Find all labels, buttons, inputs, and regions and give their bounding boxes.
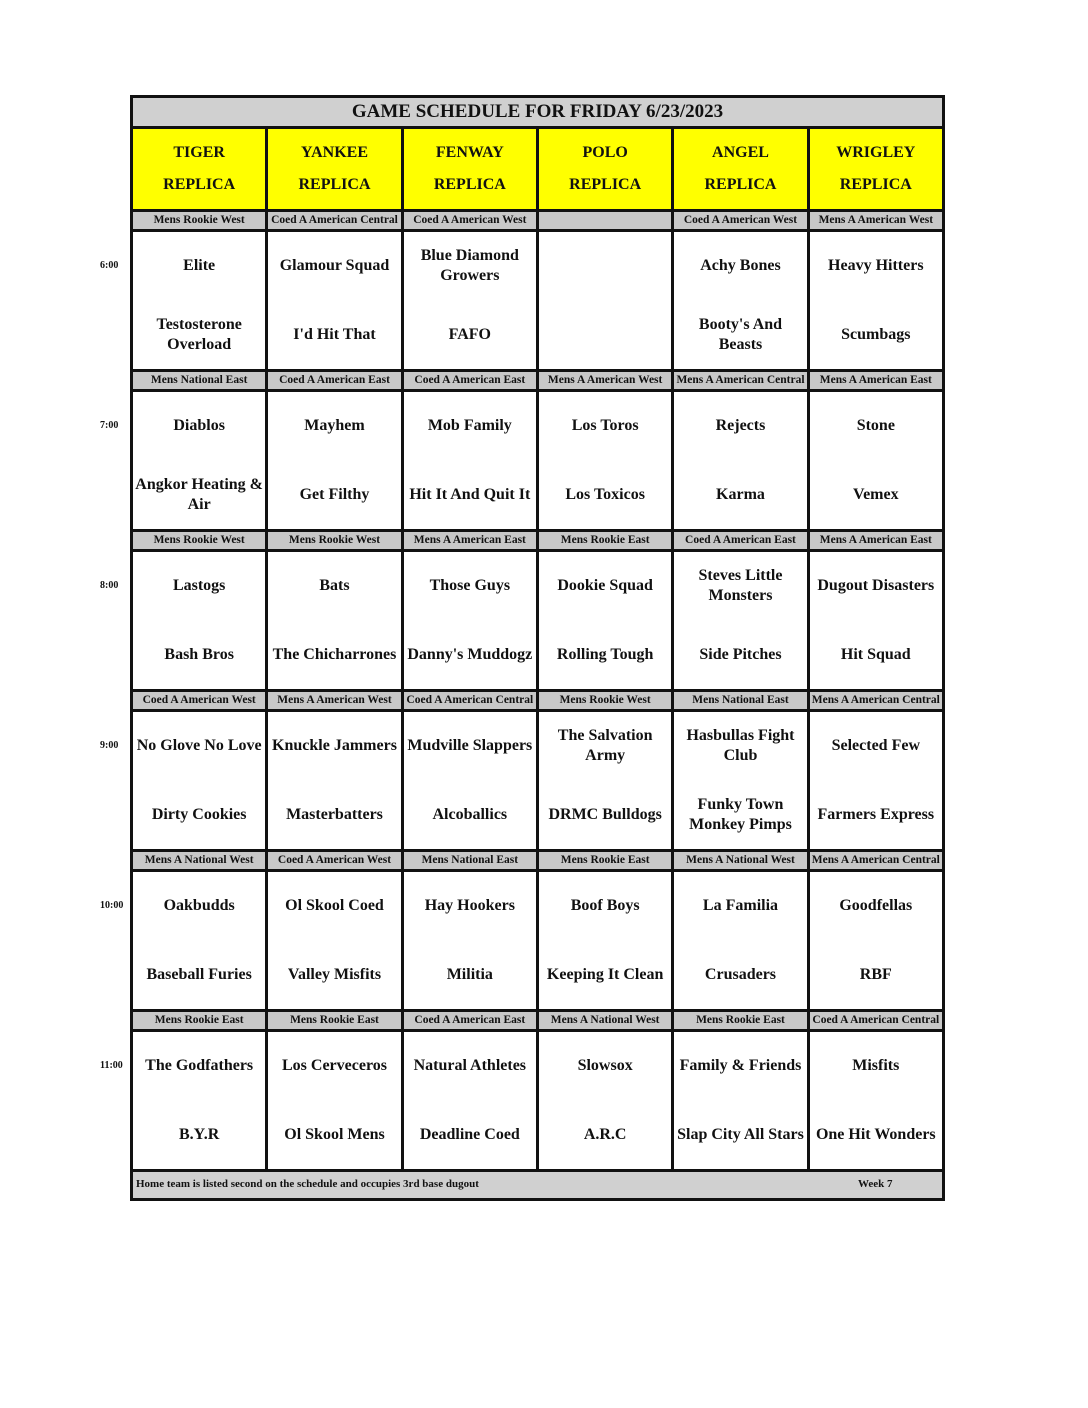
away-team: The Salvation Army: [557, 727, 653, 765]
away-team: The Godfathers: [145, 1057, 254, 1075]
away-team: Dugout Disasters: [817, 577, 935, 595]
field-name: POLO: [582, 144, 628, 161]
game-cell: [539, 392, 674, 529]
away-team: Slowsox: [577, 1057, 633, 1075]
game-cell: [133, 872, 268, 1009]
game-cell: [268, 872, 403, 1009]
field-name: YANKEE: [301, 144, 368, 161]
home-team: Hit Squad: [840, 645, 911, 663]
division-label: Coed A American West: [404, 212, 539, 229]
week-label: Week 7: [858, 1178, 893, 1190]
division-label: Mens A American East: [819, 374, 932, 386]
division-label: Mens A American West: [539, 372, 674, 389]
game-cell: [674, 552, 809, 689]
time-label: 11:00: [100, 1060, 123, 1071]
away-team: [539, 232, 671, 301]
game-cell: [810, 712, 942, 849]
away-team: Stone: [856, 417, 895, 435]
field-sub: REPLICA: [704, 176, 777, 193]
home-team: One Hit Wonders: [815, 1125, 936, 1143]
game-cell: [810, 392, 942, 529]
field-name: TIGER: [173, 144, 225, 161]
division-label: Mens A National West: [539, 1012, 674, 1029]
home-team: DRMC Bulldogs: [548, 805, 662, 823]
game-cell: [810, 1032, 942, 1169]
division-label: Coed A American East: [674, 532, 809, 549]
field-name: FENWAY: [435, 144, 504, 161]
division-label: Mens A National West: [133, 852, 268, 869]
game-cell: [404, 552, 539, 689]
game-cell: [404, 1032, 539, 1169]
away-team: Boof Boys: [570, 897, 640, 915]
away-team: Mayhem: [304, 417, 365, 435]
away-team: Mudville Slappers: [407, 737, 533, 755]
time-label: 7:00: [100, 420, 119, 431]
home-team: Farmers Express: [817, 805, 935, 823]
field-header-angel: [674, 129, 809, 209]
game-cell: [133, 232, 268, 369]
game-row: [133, 232, 942, 372]
game-cell: [133, 712, 268, 849]
home-team: A.R.C: [583, 1125, 627, 1143]
field-header-wrigley: [810, 129, 942, 209]
field-sub: REPLICA: [163, 176, 236, 193]
division-label: Coed A American West: [133, 692, 268, 709]
game-cell: [268, 232, 403, 369]
division-row: [133, 372, 942, 392]
home-team: Karma: [716, 485, 765, 503]
division-label: Mens Rookie East: [539, 532, 674, 549]
away-team: Heavy Hitters: [828, 257, 924, 275]
home-team: B.Y.R: [179, 1125, 220, 1143]
game-cell: [133, 552, 268, 689]
home-team: Dirty Cookies: [151, 805, 247, 823]
game-cell: [539, 552, 674, 689]
home-team: Side Pitches: [699, 645, 782, 663]
division-label: Coed A American Central: [268, 212, 403, 229]
home-team: Vemex: [852, 485, 899, 503]
home-team: Scumbags: [841, 325, 911, 343]
game-cell: [404, 232, 539, 369]
home-team: Valley Misfits: [287, 965, 382, 983]
division-label: Mens Rookie West: [133, 212, 268, 229]
away-team: Knuckle Jammers: [272, 737, 397, 755]
game-cell: [404, 712, 539, 849]
home-team: Testosterone Overload: [156, 315, 242, 353]
home-team: Bash Bros: [164, 645, 234, 663]
game-cell: [674, 712, 809, 849]
division-label: Mens National East: [674, 692, 809, 709]
away-team: Dookie Squad: [557, 577, 653, 595]
home-team: Los Toxicos: [565, 485, 645, 503]
game-cell: [539, 712, 674, 849]
away-team: Steves Little Monsters: [698, 567, 783, 605]
division-row: [133, 692, 942, 712]
field-sub: REPLICA: [839, 176, 912, 193]
schedule-table: [130, 95, 945, 1201]
field-sub: REPLICA: [433, 176, 506, 193]
division-label: Coed A American East: [404, 372, 539, 389]
game-cell: [404, 392, 539, 529]
away-team: Blue Diamond Growers: [420, 247, 519, 285]
away-team: Los Toros: [571, 417, 639, 435]
division-label: [539, 212, 674, 229]
game-cell: [539, 1032, 674, 1169]
game-row: [133, 392, 942, 532]
division-label: Mens A American East: [819, 534, 932, 546]
division-label: Mens Rookie East: [133, 1012, 268, 1029]
home-team: Militia: [446, 965, 493, 983]
away-team: Glamour Squad: [279, 257, 390, 275]
home-team: Ol Skool Mens: [284, 1125, 385, 1143]
division-row: [133, 852, 942, 872]
home-team-note: Home team is listed second on the schedule and occupies 3rd base dugout: [136, 1178, 479, 1190]
time-slots: [133, 212, 942, 1172]
away-team: Bats: [319, 577, 350, 595]
away-team: Hasbullas Fight Club: [686, 727, 795, 765]
division-label: Mens A American Central: [811, 694, 940, 706]
away-team: Ol Skool Coed: [285, 897, 384, 915]
home-team: [539, 301, 671, 370]
home-team: Alcoballics: [432, 805, 508, 823]
game-row: [133, 1032, 942, 1172]
home-team: Danny's Muddogz: [407, 645, 533, 663]
division-label: Mens National East: [404, 852, 539, 869]
away-team: La Familia: [702, 897, 779, 915]
division-label: Coed A American East: [268, 372, 403, 389]
schedule-title: GAME SCHEDULE FOR FRIDAY 6/23/2023: [133, 98, 942, 129]
home-team: Booty's And Beasts: [698, 315, 783, 353]
field-header-polo: [539, 129, 674, 209]
away-team: Family & Friends: [679, 1057, 802, 1075]
game-row: [133, 552, 942, 692]
division-label: Coed A American West: [674, 212, 809, 229]
division-label: Mens A American West: [268, 692, 403, 709]
field-header-tiger: [133, 129, 268, 209]
away-team: Natural Athletes: [413, 1057, 527, 1075]
game-cell: [810, 552, 942, 689]
away-team: Diablos: [173, 417, 225, 435]
time-label: 8:00: [100, 580, 119, 591]
home-team: The Chicharrones: [272, 645, 397, 663]
field-header-row: [133, 129, 942, 212]
home-team: I'd Hit That: [293, 325, 376, 343]
division-label: Mens A American Central: [674, 372, 809, 389]
field-sub: REPLICA: [569, 176, 642, 193]
home-team: Angkor Heating & Air: [135, 475, 264, 513]
field-sub: REPLICA: [298, 176, 371, 193]
game-cell: [810, 872, 942, 1009]
home-team: FAFO: [448, 325, 491, 343]
game-row: [133, 712, 942, 852]
division-label: Mens National East: [133, 372, 268, 389]
game-cell: [133, 392, 268, 529]
home-team: Crusaders: [704, 965, 777, 983]
home-team: Slap City All Stars: [677, 1125, 804, 1143]
division-label: Mens Rookie East: [268, 1012, 403, 1029]
time-label: 10:00: [100, 900, 124, 911]
home-team: Keeping It Clean: [546, 965, 664, 983]
division-label: Coed A American Central: [812, 1014, 940, 1026]
division-label: Coed A American Central: [404, 692, 539, 709]
game-cell: [539, 232, 674, 369]
division-row: [133, 1012, 942, 1032]
away-team: Misfits: [852, 1057, 900, 1075]
away-team: Selected Few: [831, 737, 920, 755]
division-label: Mens Rookie East: [539, 852, 674, 869]
division-label: Mens Rookie East: [674, 1012, 809, 1029]
division-label: Mens A American Central: [811, 854, 940, 866]
game-cell: [810, 232, 942, 369]
division-label: Mens A American West: [818, 214, 934, 226]
away-team: Achy Bones: [700, 257, 781, 275]
game-cell: [268, 552, 403, 689]
division-label: Mens A American East: [404, 532, 539, 549]
field-header-fenway: [404, 129, 539, 209]
field-name: ANGEL: [712, 144, 769, 161]
home-team: RBF: [859, 965, 892, 983]
home-team: Deadline Coed: [419, 1125, 520, 1143]
division-label: Mens A National West: [674, 852, 809, 869]
away-team: Hay Hookers: [424, 897, 515, 915]
game-row: [133, 872, 942, 1012]
division-label: Mens Rookie West: [133, 532, 268, 549]
home-team: Funky Town Monkey Pimps: [689, 795, 792, 833]
away-team: Goodfellas: [839, 897, 913, 915]
division-row: [133, 532, 942, 552]
game-cell: [674, 872, 809, 1009]
division-label: Coed A American West: [268, 852, 403, 869]
time-label: 9:00: [100, 740, 119, 751]
field-name: WRIGLEY: [836, 144, 916, 161]
away-team: Those Guys: [429, 577, 511, 595]
division-label: Mens Rookie West: [268, 532, 403, 549]
game-cell: [674, 1032, 809, 1169]
home-team: Masterbatters: [286, 805, 383, 823]
away-team: Mob Family: [427, 417, 512, 435]
away-team: Elite: [183, 257, 216, 275]
game-cell: [539, 872, 674, 1009]
field-header-yankee: [268, 129, 403, 209]
away-team: Oakbudds: [163, 897, 235, 915]
game-cell: [674, 232, 809, 369]
home-team: Hit It And Quit It: [409, 485, 531, 503]
home-team: Rolling Tough: [556, 645, 654, 663]
away-team: Los Cerveceros: [281, 1057, 387, 1075]
game-cell: [268, 712, 403, 849]
schedule-footer: [133, 1172, 942, 1198]
game-cell: [268, 1032, 403, 1169]
away-team: Rejects: [715, 417, 766, 435]
away-team: No Glove No Love: [136, 737, 262, 755]
game-cell: [404, 872, 539, 1009]
game-cell: [133, 1032, 268, 1169]
home-team: Baseball Furies: [146, 965, 252, 983]
home-team: Get Filthy: [299, 485, 370, 503]
time-label: 6:00: [100, 260, 119, 271]
division-row: [133, 212, 942, 232]
division-label: Mens Rookie West: [539, 692, 674, 709]
division-label: Coed A American East: [404, 1012, 539, 1029]
away-team: Lastogs: [172, 577, 226, 595]
game-cell: [674, 392, 809, 529]
game-cell: [268, 392, 403, 529]
